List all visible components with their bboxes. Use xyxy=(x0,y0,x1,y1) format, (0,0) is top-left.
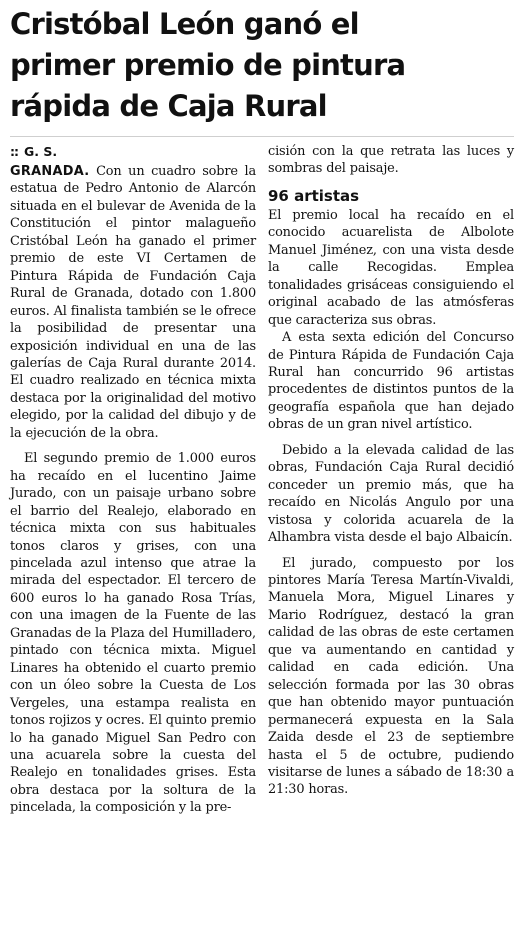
left-column xyxy=(10,143,256,817)
byline-author: G. S. xyxy=(24,144,58,159)
headline-line-3: rápida de Caja Rural xyxy=(10,89,327,123)
headline xyxy=(10,4,514,127)
article-columns xyxy=(10,143,514,817)
paragraph-3: El premio local ha recaído en el conocido acuarelista de Albolote Manuel Jiménez, con una vista desde la calle Recogidas. Emplea tonalidades grisáceas consiguiendo el original acabado de las atmósferas que caracteriza sus obras. xyxy=(268,207,514,328)
paragraph-1 xyxy=(10,163,256,442)
byline xyxy=(10,143,256,161)
headline-line-1: Cristóbal León ganó el xyxy=(10,7,359,41)
paragraph-2: El segundo premio de 1.000 euros ha recaído en el lucentino Jaime Jurado, con un paisaje urbano sobre el barrio del Realejo, elaborado en técnica mixta con sus habituales tonos claros y grises, con una pincelada azul intenso que atrae la mirada del espectador. El tercero de 600 euros lo ha ganado Rosa Trías, con una imagen de la Fuente de las Granadas de la Plaza del Humilladero, pintado con técnica mixta. Miguel Linares ha obtenido el cuarto premio con un óleo sobre la Cuesta de Los Vergeles, una estampa realista en tonos rojizos y ocres. El quinto premio lo ha ganado Miguel San Pedro con una acuarela sobre la cuesta del Realejo en tonalidades grises. Esta obra destaca por la soltura de la pincelada, la composición y la pre- xyxy=(10,451,256,816)
paragraph-6: El jurado, compuesto por los pintores María Teresa Martín-Vivaldi, Manuela Mora, Miguel Linares y Mario Rodríguez, destacó la gran calidad de las obras de este certamen que va aumentando en cantidad y calidad en cada edición. Una selección formada por las 30 obras que han obtenido mayor puntuación permanecerá expuesta en la Sala Zaida desde el 23 de septiembre hasta el 5 de octubre, pudiendo visitarse de lunes a sábado de 18:30 a 21:30 horas. xyxy=(268,555,514,798)
byline-marker: :: xyxy=(10,144,18,159)
dateline: GRANADA. xyxy=(10,164,90,179)
paragraph-4: A esta sexta edición del Concurso de Pintura Rápida de Fundación Caja Rural han concurrido 96 artistas procedentes de distintos puntos de la geografía española que han dejado obras de un gran nivel artístico. xyxy=(268,330,514,433)
subheading: 96 artistas xyxy=(268,186,360,205)
right-column xyxy=(268,143,514,817)
headline-divider xyxy=(10,136,514,137)
headline-line-2: primer premio de pintura xyxy=(10,48,406,82)
paragraph-5: Debido a la elevada calidad de las obras, Fundación Caja Rural decidió conceder un premio más, que ha recaído en Nicolás Angulo por una vistosa y colorida acuarela de la Alhambra vista desde el bajo Albaicín. xyxy=(268,442,514,546)
paragraph-1-text: Con un cuadro sobre la estatua de Pedro Antonio de Alarcón situada en el bulevar de Avenida de la Constitución el pintor malagueño Cristóbal León ha ganado el primer premio de este VI Certamen de Pintura Rápida de Fundación Caja Rural de Granada, dotado con 1.800 euros. Al finalista también se le ofrece la posibilidad de presentar una exposición individual en una de las galerías de Caja Rural durante 2014. El cuadro realizado en técnica mixta destaca por la originalidad del motivo elegido, por la calidad del dibujo y de la ejecución de la obra. xyxy=(10,164,256,441)
paragraph-continuation: cisión con la que retrata las luces y sombras del paisaje. xyxy=(268,144,514,177)
